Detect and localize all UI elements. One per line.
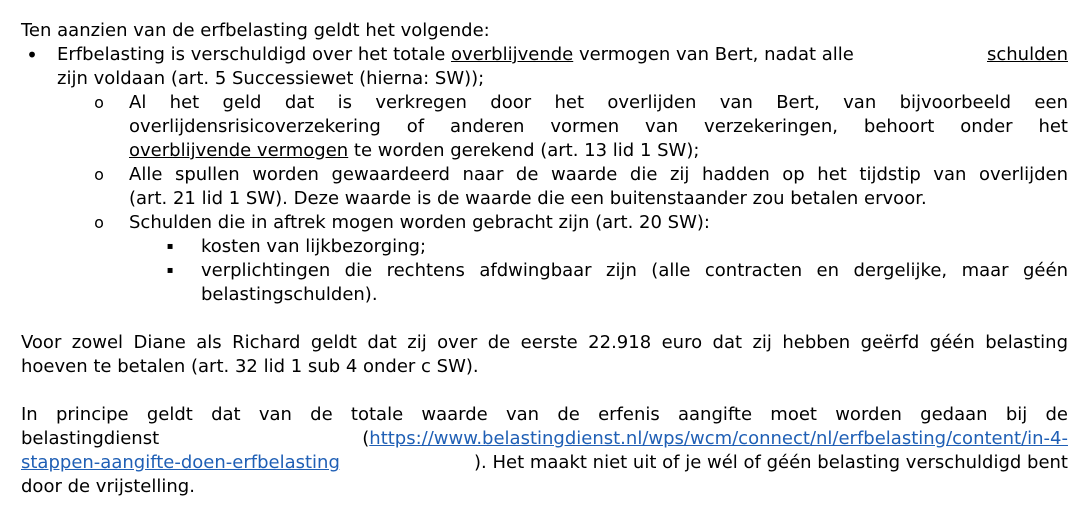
link-line-1-wrapper: (https://www.belastingdienst.nl/wps/wcm/connect/nl/erfbelasting/content/in-4- xyxy=(362,428,1068,449)
belastingdienst-link-part-2[interactable]: stappen-aangifte-doen-erfbelasting xyxy=(21,452,340,473)
paragraph-3-line-3 xyxy=(21,451,1068,475)
paragraph-2-line-2: hoeven te betalen (art. 32 lid 1 sub 4 onder c SW). xyxy=(21,356,479,377)
intro-text: Ten aanzien van de erfbelasting geldt het volgende: xyxy=(21,20,490,41)
paragraph-2-line-1: Voor zowel Diane als Richard geldt dat zij over de eerste 22.918 euro dat zij hebben geërfd géén belasting xyxy=(21,332,1068,353)
paragraph-3-line-4: door de vrijstelling. xyxy=(21,476,195,497)
paragraph-3-line-2 xyxy=(21,427,1068,451)
circle-marker: o xyxy=(94,213,104,232)
sub-2-line-1: Alle spullen worden gewaardeerd naar de waarde die zij hadden op het tijdstip van overlijden xyxy=(129,164,1068,185)
circle-marker: o xyxy=(94,165,104,184)
square-marker: ▪ xyxy=(166,241,174,252)
bullet-1-line-2: zijn voldaan (art. 5 Successiewet (hierna: SW)); xyxy=(57,68,485,89)
underlined-overblijvende: overblijvende xyxy=(451,44,574,65)
belastingdienst-word: belastingdienst xyxy=(21,428,160,449)
bullet-marker: • xyxy=(26,43,38,67)
bullet-1-line-1 xyxy=(57,43,1068,67)
sub-1-line-3: overblijvende vermogen te worden gerekend (art. 13 lid 1 SW); xyxy=(129,140,700,161)
sub-2-line-2: (art. 21 lid 1 SW). Deze waarde is de waarde die een buitenstaander zou betalen ervoor. xyxy=(129,188,927,209)
tertiary-1-text: kosten van lijkbezorging; xyxy=(201,236,427,257)
tertiary-2-line-2: belastingschulden). xyxy=(201,284,378,305)
sub-3-line-1: Schulden die in aftrek mogen worden gebracht zijn (art. 20 SW): xyxy=(129,212,710,233)
paragraph-3-line-1: In principe geldt dat van de totale waarde van de erfenis aangifte moet worden gedaan bij de xyxy=(21,404,1068,425)
square-marker: ▪ xyxy=(166,265,174,276)
tertiary-2-line-1: verplichtingen die rechtens afdwingbaar zijn (alle contracten en dergelijke, maar géén xyxy=(201,260,1068,281)
bullet-1-text-a: Erfbelasting is verschuldigd over het totale overblijvende vermogen van Bert, nadat alle xyxy=(57,44,854,65)
sub-1-line-2: overlijdensrisicoverzekering of anderen vormen van verzekeringen, behoort onder het xyxy=(129,116,1068,137)
sub-1-line-1: Al het geld dat is verkregen door het overlijden van Bert, van bijvoorbeeld een xyxy=(129,92,1068,113)
belastingdienst-link-part-1[interactable]: https://www.belastingdienst.nl/wps/wcm/connect/nl/erfbelasting/content/in-4- xyxy=(369,428,1068,449)
underlined-overblijvende-vermogen: overblijvende vermogen xyxy=(129,140,349,161)
circle-marker: o xyxy=(94,93,104,112)
paragraph-3-line-3-rest: ). Het maakt niet uit of je wél of géén belasting verschuldigd bent xyxy=(474,452,1068,473)
underlined-schulden: schulden xyxy=(987,44,1068,65)
